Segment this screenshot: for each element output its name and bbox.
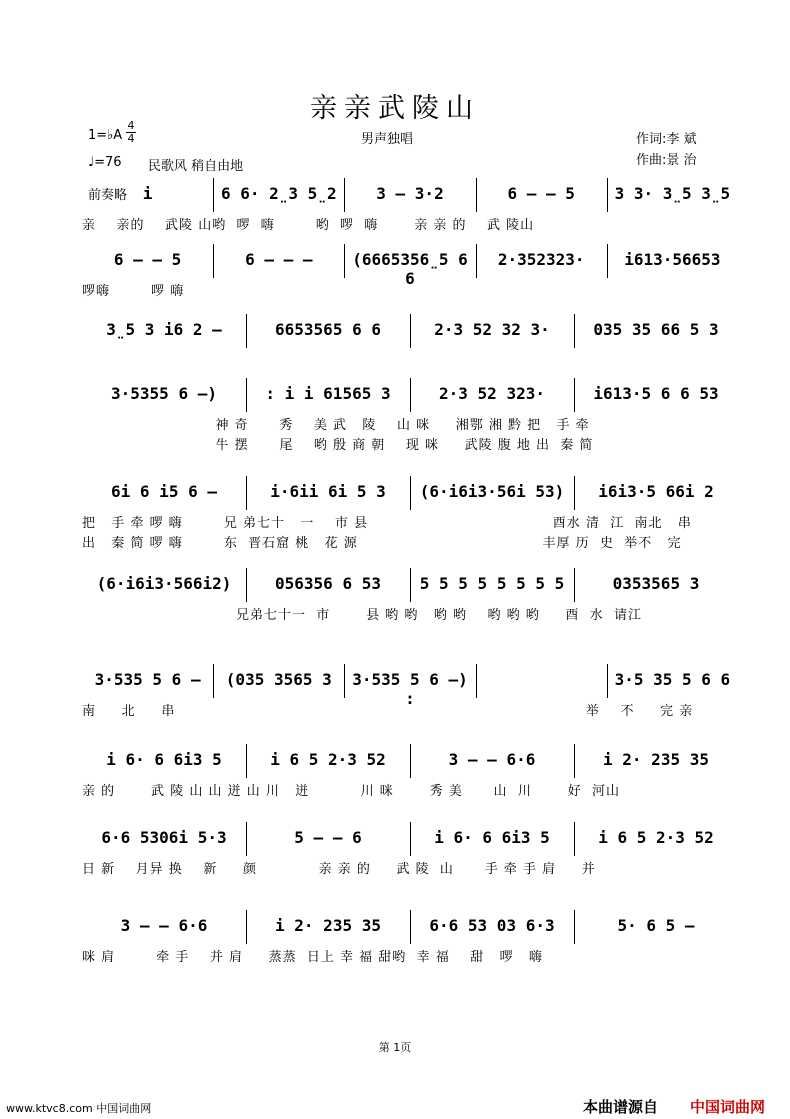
bar-line [574,378,575,412]
footer-url[interactable]: www.ktvc8.com 中国词曲网 [6,1102,152,1115]
bar-line [410,910,411,944]
measure: 3 — — 6·6 [448,750,536,769]
measure: 6653565 6 6 [275,320,381,339]
bar-line [607,664,608,698]
intro-label: 前奏略 [88,188,128,203]
footer-source: 本曲谱源自 [583,1098,659,1116]
measure: (6·i6i3·566i2) [96,574,232,593]
bar-line [246,822,247,856]
score-row [82,916,738,986]
bar-line [476,664,477,698]
bar-line [574,910,575,944]
notation-line [82,916,738,944]
bar-line [246,568,247,602]
bar-line [607,244,608,278]
bar-line [476,178,477,212]
measure: i 2· 235 35 [603,750,709,769]
bar-line [607,178,608,212]
bar-line [213,664,214,698]
notation-line [82,670,738,708]
measure: i613·56653 [624,250,721,269]
measure: 3·535 5 6 — [94,670,201,689]
key-signature: 1=♭A [88,128,123,143]
measure: i6i3·5 66i 2 [598,482,714,501]
measure: i 6· 6 6i3 5 [434,828,550,847]
measure: 6 6· 2̤3 5̤2 [220,184,337,203]
measure: i·6ii 6i 5 3 [270,482,386,501]
measure: (6665356̤5 6 6 [352,250,468,288]
score-row [82,482,738,552]
measure: 5· 6 5 — [617,916,695,935]
notation-line [82,482,738,510]
measure: i 6 5 2·3 52 [270,750,386,769]
measure: i 6· 6 6i3 5 [106,750,222,769]
style-mark: 民歌风 稍自由地 [148,159,244,174]
measure: (035 3565 3 [225,670,332,689]
bar-line [344,178,345,212]
measure: 6 — — 5 [507,184,575,203]
bar-line [410,378,411,412]
notation-line [82,250,738,288]
measure: i 2· 235 35 [275,916,381,935]
bar-line [246,476,247,510]
tempo-mark: ♩=76 [88,155,122,170]
lyric-line: 牛 摆 尾 哟 殷 商 朝 现 咪 武陵 腹 地 出 秦 简 [82,438,594,453]
score-row [82,670,738,740]
lyric-line: 啰嗨 啰 嗨 [82,284,185,299]
measure: i613·5 6 6 53 [593,384,719,403]
measure: 3 3· 3̤5 3̤5 [614,184,731,203]
measure: 5 — — 6 [294,828,362,847]
lyric-line: 南 北 串 举 不 完 亲 [82,704,694,719]
bar-line [410,822,411,856]
bar-line [246,910,247,944]
bar-line [476,244,477,278]
notation-line [82,184,738,212]
bar-line [410,744,411,778]
measure: 6 — — 5 [113,250,182,269]
bar-line [246,744,247,778]
performance-type: 男声独唱 [361,132,414,147]
notation-line [82,750,738,778]
score-row [82,750,738,820]
measure: 3·5 35 5 6 6 [614,670,731,689]
measure: 5 5 5 5 5 5 5 5 [419,574,565,593]
lyric-line: 出 秦 简 啰 嗨 东 晋石窟 桃 花 源 丰厚 历 史 举不 完 [82,536,682,551]
time-numerator: 4 [127,119,135,132]
measure: 2·3 52 323· [439,384,545,403]
measure: 035 35 66 5 3 [593,320,719,339]
bar-line [246,314,247,348]
measure: i [142,184,153,203]
measure: 6 — — — [245,250,313,269]
bar-line [213,244,214,278]
lyric-line: 亲 亲的 武陵 山哟 啰 嗨 哟 啰 嗨 亲 亲 的 武 陵山 [82,218,535,233]
measure: 056356 6 53 [275,574,381,593]
measure: 0353565 3 [612,574,700,593]
lyric-line: 亲 的 武 陵 山 山 迸 山 川 迸 川 咪 秀 美 山 川 好 河山 [82,784,621,799]
measure: 2·3 52 32 3· [434,320,550,339]
notation-line [82,574,738,602]
lyricist: 作词:李 斌 [636,132,697,147]
bar-line [213,178,214,212]
time-denominator: 4 [127,132,135,145]
score-row [82,828,738,898]
time-signature [126,120,136,145]
bar-line [574,822,575,856]
notation-line [82,320,738,348]
song-title: 亲亲武陵山 [310,93,480,124]
measure: 3 — — 6·6 [120,916,208,935]
lyric-line: 把 手 牵 啰 嗨 兄 弟七十 一 市 县 酉水 清 江 南北 串 [82,516,692,531]
measure: 6i 6 i5 6 — [111,482,217,501]
score-row [82,574,738,644]
measure: 3·535 5 6 —) : [352,670,468,708]
composer: 作曲:景 治 [636,153,697,168]
bar-line [246,378,247,412]
measure: 2·352323· [497,250,585,269]
footer-brand[interactable]: 中国词曲网 [690,1098,766,1116]
score-row [82,250,738,320]
measure: 3̤5 3 i6 2 — [106,320,222,339]
lyric-line: 神 奇 秀 美 武 陵 山 咪 湘鄂 湘 黔 把 手 牵 [82,418,590,433]
lyric-line: 日 新 月异 换 新 颜 亲 亲 的 武 陵 山 手 牵 手 肩 并 [82,862,596,877]
notation-line [82,828,738,856]
bar-line [574,476,575,510]
bar-line [344,244,345,278]
bar-line [574,568,575,602]
lyric-line: 咪 肩 牵 手 并 肩 蒸蒸 日上 幸 福 甜哟 幸 福 甜 啰 嗨 [82,950,544,965]
score-row [82,384,738,454]
measure: 3·5355 6 —) [111,384,217,403]
measure: : i i 61565 3 [265,384,391,403]
bar-line [344,664,345,698]
bar-line [410,476,411,510]
measure: (6·i6i3·56i 53) [419,482,565,501]
score-row [82,184,738,254]
notation-line [82,384,738,412]
bar-line [410,568,411,602]
bar-line [574,314,575,348]
bar-line [574,744,575,778]
bar-line [410,314,411,348]
measure: 6·6 53 03 6·3 [429,916,555,935]
measure: i 6 5 2·3 52 [598,828,714,847]
lyric-line: 兄弟七十一 市 县 哟 哟 哟 哟 哟 哟 哟 酉 水 请江 [82,608,642,623]
page-number: 第 1页 [378,1041,412,1054]
measure: 6·6 5306i 5·3 [101,828,227,847]
measure: 3 — 3·2 [376,184,444,203]
